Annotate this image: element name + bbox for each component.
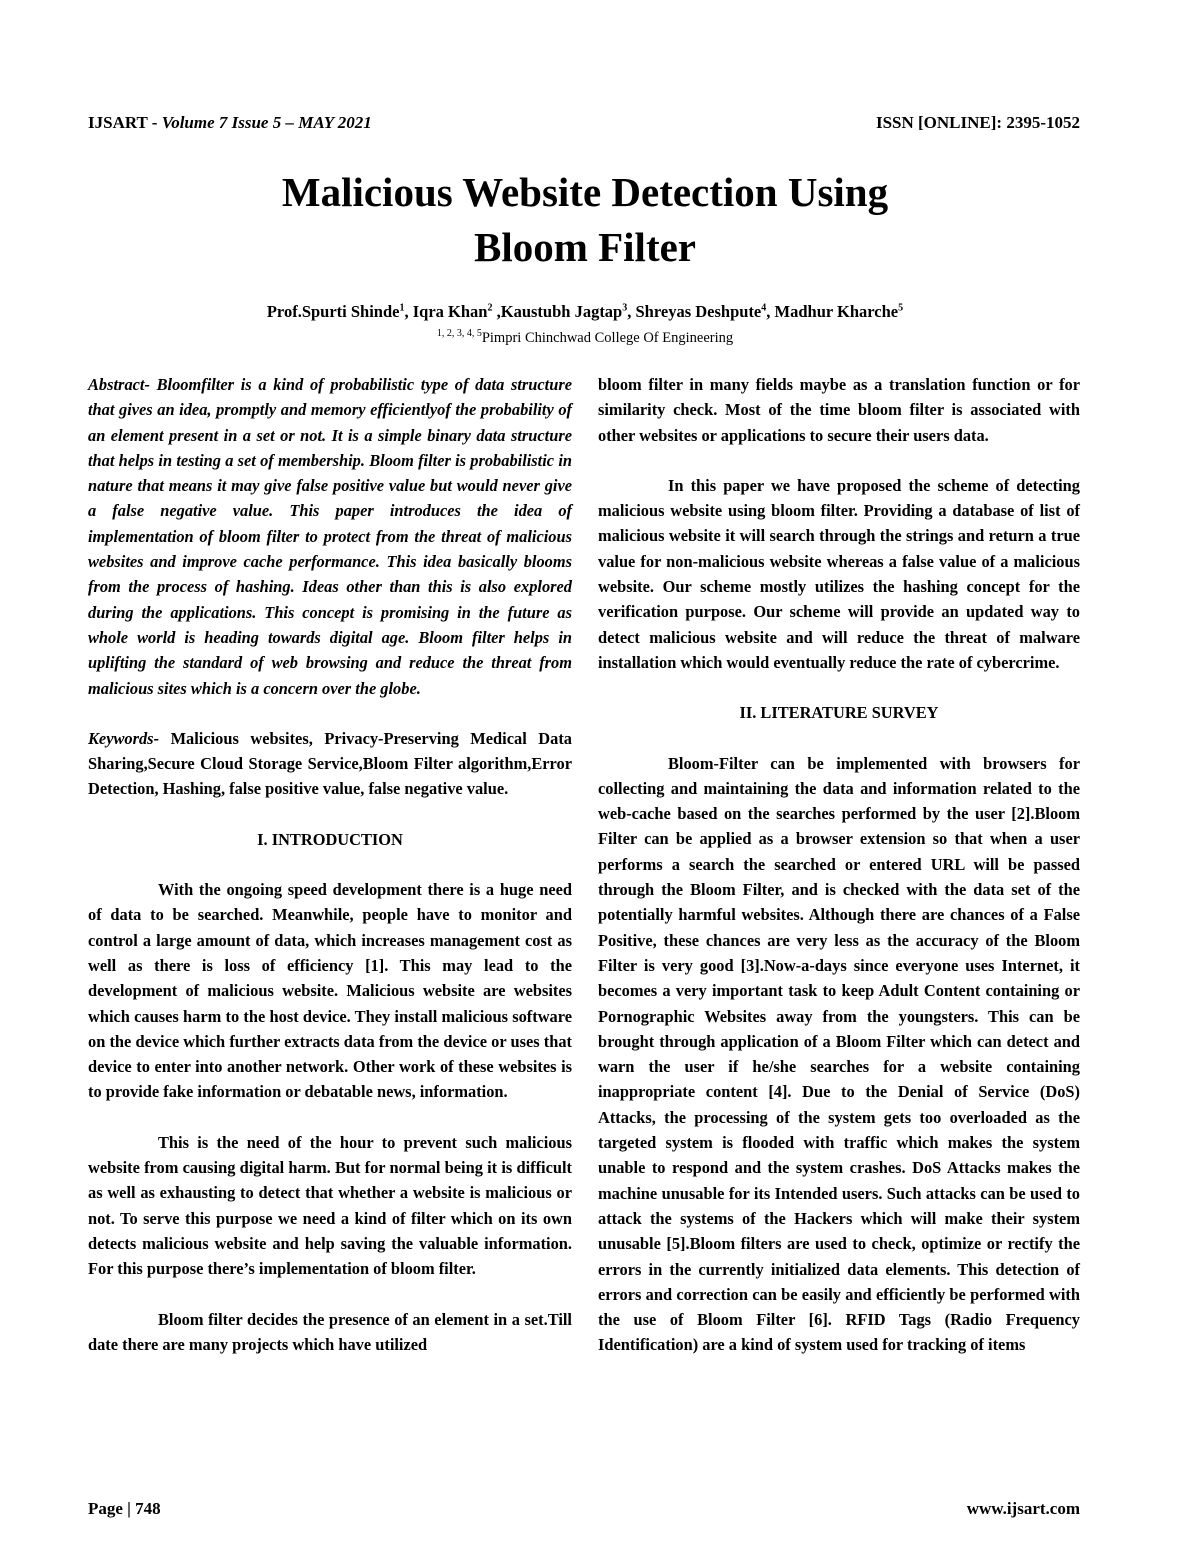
- running-header-journal: [88, 113, 372, 133]
- journal-name: IJSART -: [88, 113, 158, 132]
- paper-title: [0, 165, 1170, 275]
- author-name: , Shreyas Deshpute: [627, 302, 762, 321]
- intro-paragraph-2: This is the need of the hour to prevent such malicious website from causing digital harm. But for normal being it is difficult as well as exhausting to detect that whether a website is malicious or not. To serve this purpose we need a kind of filter which on its own detects malicious website and help saving the valuable information. For this purpose there’s implementation of bloom filter.: [88, 1132, 572, 1279]
- running-header-issn: ISSN [ONLINE]: 2395-1052: [875, 113, 1080, 132]
- literature-paragraph-1: Bloom-Filter can be implemented with browsers for collecting and maintaining the data and information related to the web-cache based on the searches performed by the user [2].Bloom Filter can be applied as a browser extension so that when a user performs a search the searched or entered URL will be passed through the Bloom Filter, and is checked with the data set of the potentially harmful websites. Although there are chances of a False Positive, these chances are very less as the accuracy of the Bloom Filter is very good [3].Now-a-days since everyone uses Internet, it becomes a very important task to keep Adult Content containing or Pornographic Websites away from the youngsters. This can be brought through application of a Bloom Filter which can detect and warn the user if he/she searches for a website containing inappropriate content [4]. Due to the Denial of Service (DoS) Attacks, the processing of the system gets too overloaded as the targeted system is flooded with traffic which makes the system unable to respond and the system crashes. DoS Attacks makes the machine unusable for its Intended users. Such attacks can be used to attack the systems of the Hackers which will make their system unusable [5].Bloom filters are used to check, optimize or rectify the errors in the currently initialized data elements. This detection of errors and correction can be easily and efficiently be performed with the use of Bloom Filter [6]. RFID Tags (Radio Frequency Identification) are a kind of system used for tracking of items: [598, 753, 1080, 1355]
- affiliation-text: Pimpri Chinchwad College Of Engineering: [481, 329, 734, 346]
- intro-paragraph-proposal: In this paper we have proposed the scheme of detecting malicious website using bloom filter. Providing a database of list of malicious website it will search through the strings and return a true value for non-malicious website whereas a false value of a malicious website. Our scheme mostly utilizes the hashing concept for the verification purpose. Our scheme will provide an updated way to detect malicious website and will reduce the threat of malware installation which would eventually reduce the rate of cybercrime.: [598, 475, 1080, 672]
- abstract: [88, 372, 572, 701]
- author-name: Prof.Spurti Shinde: [266, 302, 400, 321]
- affiliation: [0, 328, 1170, 347]
- volume-issue: Volume 7 Issue 5 – MAY 2021: [161, 113, 372, 132]
- intro-paragraph-1: With the ongoing speed development there is a huge need of data to be searched. Meanwhile, people have to monitor and control a large amount of data, which increases management cost as well as there is loss of efficiency [1]. This may lead to the development of malicious website. Malicious website are websites which causes harm to the host device. They install malicious software on the device which further extracts data from the device or uses that device to enter into another network. Other work of these websites is to provide fake information or debatable news, information.: [88, 880, 572, 1102]
- intro-paragraph-3-continued: bloom filter in many fields maybe as a translation function or for similarity check. Most of the time bloom filter is associated with other websites or applications to secure their users data.: [598, 375, 1080, 445]
- abstract-text: Bloomfilter is a kind of probabilistic type of data structure that gives an idea, promptly and memory efficientlyof the probability of an element present in a set or not. It is a simple binary data structure that helps in testing a set of membership. Bloom filter is probabilistic in nature that means it may give false positive value but would never give a false negative value. This paper introduces the idea of implementation of bloom filter to protect from the threat of malicious websites and improve cache performance. This idea basically blooms from the process of hashing. Ideas other than this is also explored during the applications. This concept is promising in the future as whole world is heading towards digital age. Bloom filter helps in uplifting the standard of web browsing and reduce the threat from malicious sites which is a concern over the globe.: [88, 375, 572, 698]
- author-affil-mark: 4: [761, 302, 767, 314]
- author-name: , Madhur Kharche: [766, 302, 899, 321]
- journal-website: www.ijsart.com: [966, 1499, 1080, 1518]
- author-name: ,Kaustubh Jagtap: [492, 302, 623, 321]
- keywords: [88, 726, 572, 802]
- left-column: [88, 372, 572, 1357]
- section-heading-literature-survey: II. LITERATURE SURVEY: [739, 703, 939, 723]
- author-affil-mark: 1: [399, 302, 405, 314]
- author-affil-mark: 2: [487, 302, 493, 314]
- keywords-label: Keywords-: [88, 728, 160, 748]
- author-list: [0, 302, 1170, 322]
- keywords-text: Malicious websites, Privacy-Preserving Medical Data Sharing,Secure Cloud Storage Service,Bloom Filter algorithm,Error Detection, Hashing, false positive value, false negative value.: [88, 728, 572, 799]
- title-line-1: Malicious Website Detection Using: [281, 169, 889, 215]
- author-affil-mark: 5: [898, 302, 904, 314]
- abstract-label: Abstract-: [88, 375, 150, 394]
- section-heading-introduction: I. INTRODUCTION: [257, 829, 403, 849]
- title-line-2: Bloom Filter: [473, 224, 697, 270]
- affiliation-marks: 1, 2, 3, 4, 5: [436, 328, 482, 339]
- intro-paragraph-3: Bloom filter decides the presence of an element in a set.Till date there are many projects which have utilized: [88, 1309, 572, 1354]
- author-name: , Iqra Khan: [404, 302, 488, 321]
- right-column: [598, 372, 1080, 1358]
- author-affil-mark: 3: [622, 302, 628, 314]
- page-number: Page | 748: [88, 1499, 161, 1518]
